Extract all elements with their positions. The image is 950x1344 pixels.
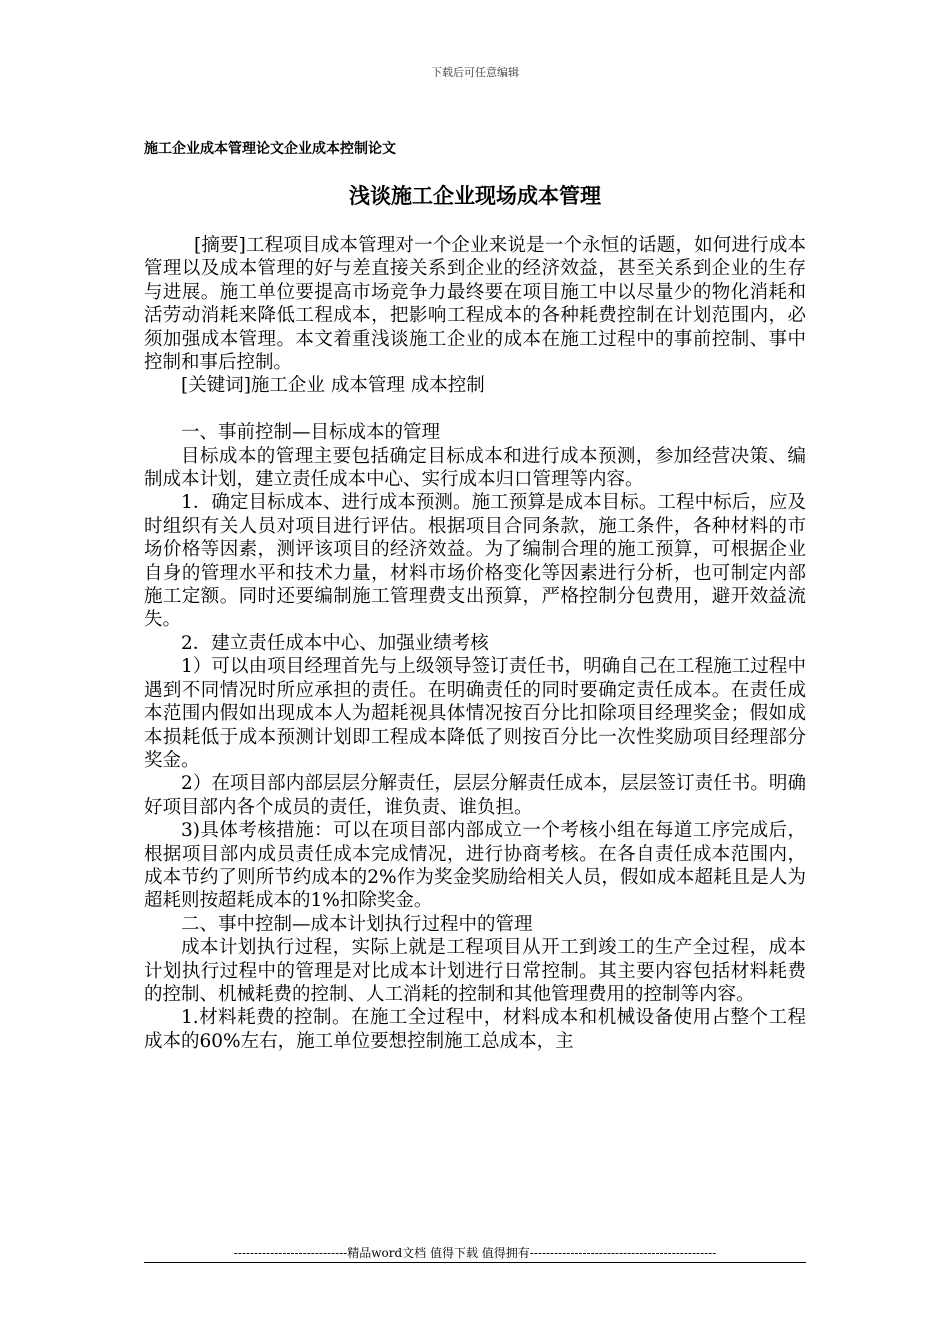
section-heading: 一、事前控制—目标成本的管理	[181, 422, 441, 444]
body-paragraph: 3)具体考核措施：可以在项目部内部成立一个考核小组在每道工序完成后，根据项目部内成员责任成本完成情况，进行协商考核。在各自责任成本范围内，成本节约了则所节约成本的2%作为奖金奖励给相关人员，假如成本超耗且是人为超耗则按超耗成本的1%扣除奖金。	[144, 820, 806, 912]
header-note: 下载后可任意编辑	[431, 66, 519, 79]
section-heading: 二、事中控制—成本计划执行过程中的管理	[181, 913, 533, 935]
body-paragraph: 2）在项目部内部层层分解责任，层层分解责任成本，层层签订责任书。明确好项目部内各个成员的责任，谁负责、谁负担。	[144, 773, 806, 818]
subsection-heading: 2．建立责任成本中心、加强业绩考核	[181, 632, 489, 654]
body-paragraph: 1）可以由项目经理首先与上级领导签订责任书，明确自己在工程施工过程中遇到不同情况时所应承担的责任。在明确责任的同时要确定责任成本。在责任成本范围内假如出现成本人为超耗视具体情况按百分比扣除项目经理奖金；假如成本损耗低于成本预测计划即工程成本降低了则按百分比一次性奖励项目经理部分奖金。	[144, 656, 806, 771]
body-paragraph: 目标成本的管理主要包括确定目标成本和进行成本预测，参加经营决策、编制成本计划，建立责任成本中心、实行成本归口管理等内容。	[144, 445, 806, 491]
article-body	[144, 234, 806, 1053]
abstract-paragraph: [摘要]工程项目成本管理对一个企业来说是一个永恒的话题，如何进行成本管理以及成本管理的好与差直接关系到企业的经济效益，甚至关系到企业的生存与进展。施工单位要提高市场竞争力最终要在项目施工中以尽量少的物化消耗和活劳动消耗来降低工程成本，把影响工程成本的各种耗费控制在计划范围内，必须加强成本管理。本文着重浅谈施工企业的成本在施工过程中的事前控制、事中控制和事后控制。	[144, 235, 806, 374]
body-paragraph: 1．确定目标成本、进行成本预测。施工预算是成本目标。工程中标后，应及时组织有关人员对项目进行评估。根据项目合同条款，施工条件，各种材料的市场价格等因素，测评该项目的经济效益。为了编制合理的施工预算，可根据企业自身的管理水平和技术力量，材料市场价格变化等因素进行分析，也可制定内部施工定额。同时还要编制施工管理费支出预算，严格控制分包费用，避开效益流失。	[144, 492, 806, 631]
main-title: 浅谈施工企业现场成本管理	[349, 183, 601, 208]
body-paragraph: 1.材料耗费的控制。在施工全过程中，材料成本和机械设备使用占整个工程成本的60%左右，施工单位要想控制施工总成本，主	[144, 1007, 806, 1052]
footer-text: ----------------------------精品word文档 值得下载 值得拥有----------------------------------------------	[233, 1246, 717, 1260]
series-title: 施工企业成本管理论文企业成本控制论文	[144, 141, 396, 157]
body-paragraph: 成本计划执行过程，实际上就是工程项目从开工到竣工的生产全过程，成本计划执行过程中的管理是对比成本计划进行日常控制。其主要内容包括材料耗费的控制、机械耗费的控制、人工消耗的控制和其他管理费用的控制等内容。	[144, 937, 806, 1005]
footer-rule	[144, 1262, 806, 1263]
keywords-paragraph: [关键词]施工企业 成本管理 成本控制	[181, 375, 485, 397]
